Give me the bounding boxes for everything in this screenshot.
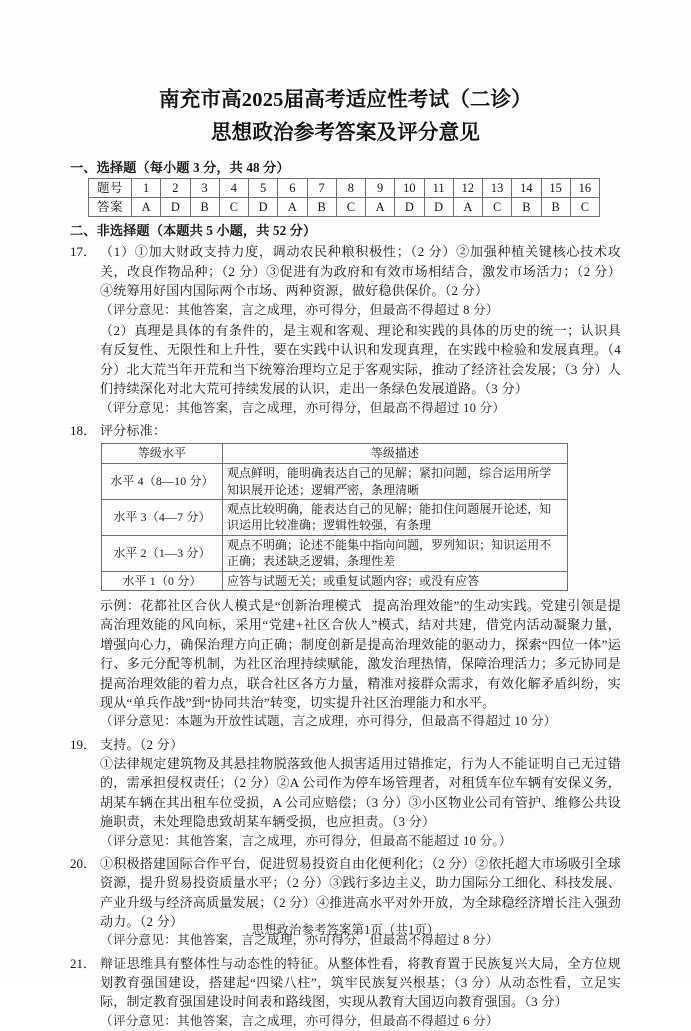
rubric-level-label: 水平 4（8—10 分） xyxy=(102,464,223,500)
answer-19-body: ①法律规定建筑物及其悬挂物脱落致他人损害适用过错推定，行为人不能证明自己无过错的，需承担侵权责任；（2 分）②A 公司作为停车场管理者，对租赁车位车辆有安保义务，胡某车辆在其出租车位受损，A 公司应赔偿；（3 分）③小区物业公司有管护、维修公共设施职责，未处理隐患致胡某车辆受损，也应担责。（3 分） xyxy=(100,756,621,830)
page-content xyxy=(70,0,621,1031)
answer-cell: A xyxy=(453,198,482,217)
question-number-cell: 10 xyxy=(395,179,424,198)
page-footer: 思想政治参考答案第1页（共1页） xyxy=(251,923,440,937)
rubric-level-description: 观点鲜明，能明确表达自己的见解；紧扣问题，综合运用所学知识展开论述；逻辑严密，条理清晰 xyxy=(223,464,568,500)
answer-20-body: ①积极搭建国际合作平台，促进贸易投资自由化便利化；（2 分）②依托超大市场吸引全球资源，提升贸易投资质量水平；（2 分）③践行多边主义，助力国际分工细化、科技发展、产业升级与经济高质量发展；（2 分）④推进高水平对外开放，为全球稳经济增长注入强劲动力。（2 分） xyxy=(100,855,621,930)
answer-body-18 xyxy=(100,421,621,440)
row-label-answer: 答案 xyxy=(89,198,132,217)
answer-cell: A xyxy=(278,198,307,217)
question-number-cell: 1 xyxy=(132,179,161,198)
answer-18-note: （评分意见：本题为开放性试题，言之成理，亦可得分，但最高不得超过 10 分） xyxy=(100,714,557,729)
answer-19-lead: 支持。（2 分） xyxy=(100,736,184,752)
answer-cell: B xyxy=(190,198,219,217)
answer-cell: A xyxy=(366,198,395,217)
table-row-header xyxy=(102,444,568,464)
choice-answer-table-wrap xyxy=(88,178,621,217)
answer-cell: D xyxy=(424,198,453,217)
answer-19-note: （评分意见：其他答案，言之成理，亦可得分，但最高不能超过 10 分。） xyxy=(100,833,512,848)
question-number-cell: 11 xyxy=(424,179,453,198)
answer-cell: D xyxy=(395,198,424,217)
answer-cell: C xyxy=(336,198,365,217)
example-rest: 提高治理效能”的生动实践。党建引领是提高治理效能的风向标，采用“党建+社区合伙人”模式，结对共建，借党内活动凝聚力量，增强向心力，确保治理方向正确；制度创新是提高治理效能的驱动力，探索“四位一体”运行、多元分配等机制，为社区治理持续赋能，激发治理热情，保障治理活力；多元协同是提高治理效能的着力点，联合社区各方力量，精准对接群众需求，有效化解矛盾纠纷，实现从“单兵作战”到“协同共治”转变，切实提升社区治理能力和水平。 xyxy=(100,597,621,710)
answer-17-part2-note: （评分意见：其他答案，言之成理，亦可得分，但最高不得超过 10 分） xyxy=(100,400,506,415)
answer-21-note: （评分意见：其他答案，言之成理，亦可得分，但最高不得超过 6 分） xyxy=(100,1013,499,1028)
title-block xyxy=(70,0,621,148)
answer-cell: C xyxy=(570,198,599,217)
answer-21-body: 辩证思维具有整体性与动态性的特征。从整体性看，将教育置于民族复兴大局，全方位规划教育强国建设，搭建起“四梁八柱”，筑牢民族复兴根基；（3 分）从动态性看，立足实际，制定教育强国建设时间表和路线图，实现从教育大国迈向教育强国。（3 分） xyxy=(100,955,621,1010)
answer-17-part1: （1）①加大财政支持力度，调动农民种粮积极性；（2 分）②加强种植关键核心技术攻关，改良作物品种；（2 分）③促进有为政府和有效市场相结合，激发市场活力；（2 分）④统筹用好国内国际两个市场、两种资源，做好稳供保价。（2 分） xyxy=(100,244,621,299)
question-number-18: 18． xyxy=(70,422,97,438)
rubric-table-wrap xyxy=(101,443,621,591)
answer-item-19 xyxy=(70,735,621,851)
rubric-level-description: 应答与试题无关；或重复试题内容；或没有应答 xyxy=(223,571,568,590)
answer-18-lead: 评分标准： xyxy=(100,422,167,438)
answer-cell: B xyxy=(541,198,570,217)
answer-cell: D xyxy=(161,198,190,217)
answer-item-21 xyxy=(70,954,621,1031)
rubric-col-header-level: 等级水平 xyxy=(102,444,223,464)
rubric-level-description: 观点不明确；论述不能集中指向问题，罗列知识；知识运用不正确；表述缺乏逻辑，条理性差 xyxy=(223,535,568,571)
answer-20-note: （评分意见：其他答案，言之成理，亦可得分，但最高不得超过 8 分） xyxy=(100,933,499,948)
answer-18-example-item xyxy=(70,594,621,732)
rubric-level-label: 水平 1（0 分） xyxy=(102,571,223,590)
question-number-cell: 15 xyxy=(541,179,570,198)
question-number-20: 20． xyxy=(70,855,97,871)
table-row xyxy=(102,464,568,500)
rubric-col-header-description: 等级描述 xyxy=(223,444,568,464)
answer-cell: B xyxy=(512,198,541,217)
example-gap xyxy=(362,598,373,613)
answer-item-18 xyxy=(70,421,621,440)
answer-cell: D xyxy=(249,198,278,217)
question-number-cell: 7 xyxy=(307,179,336,198)
answer-cell: C xyxy=(483,198,512,217)
table-row-numbers xyxy=(89,179,600,198)
answer-cell: A xyxy=(132,198,161,217)
answer-cell: B xyxy=(307,198,336,217)
section-heading-free-response: 二、非选择题（本题共 5 小题，共 52 分） xyxy=(70,223,317,239)
answer-body-19 xyxy=(100,735,621,851)
question-number-cell: 13 xyxy=(483,179,512,198)
answer-body-17 xyxy=(100,242,621,417)
row-label-number: 题号 xyxy=(89,179,132,198)
question-number-19: 19． xyxy=(70,736,97,752)
choice-answer-table xyxy=(88,178,600,217)
rubric-level-label: 水平 3（4—7 分） xyxy=(102,499,223,535)
question-number-cell: 6 xyxy=(278,179,307,198)
question-number-21: 21． xyxy=(70,955,97,971)
answer-18-example-body xyxy=(100,594,621,732)
answer-item-17 xyxy=(70,242,621,417)
question-number-cell: 16 xyxy=(570,179,599,198)
question-number-cell: 12 xyxy=(453,179,482,198)
question-number-cell: 8 xyxy=(336,179,365,198)
question-number-17: 17． xyxy=(70,244,97,260)
answer-17-part2: （2）真理是具体的有条件的，是主观和客观、理论和实践的具体的历史的统一；认识具有反复性、无限性和上升性，要在实践中认识和发现真理，在实践中检验和发展真理。（4 分）北大荒当年开荒和当下统筹治理均立足于客观实际，推动了经济社会发展；（3 分）人们持续深化对北大荒可持续发展的认识，走出一条绿色发展道路。（3 分） xyxy=(100,322,621,397)
answer-cell: C xyxy=(219,198,248,217)
page-title: 南充市高2025届高考适应性考试（二诊） xyxy=(159,89,532,111)
rubric-level-label: 水平 2（1—3 分） xyxy=(102,535,223,571)
table-row xyxy=(102,535,568,571)
question-number-cell: 14 xyxy=(512,179,541,198)
rubric-level-description: 观点比较明确，能表达自己的见解；能扣住问题展开论述，知识运用比较准确；逻辑性较强，有条理 xyxy=(223,499,568,535)
question-number-cell: 2 xyxy=(161,179,190,198)
rubric-table xyxy=(101,443,568,591)
question-number-cell: 5 xyxy=(249,179,278,198)
question-number-cell: 3 xyxy=(190,179,219,198)
table-row-answers xyxy=(89,198,600,217)
table-row xyxy=(102,571,568,590)
question-number-cell: 4 xyxy=(219,179,248,198)
answer-17-part1-note: （评分意见：其他答案，言之成理，亦可得分，但最高不得超过 8 分） xyxy=(100,302,499,317)
question-number-cell: 9 xyxy=(366,179,395,198)
section-heading-choice: 一、选择题（每小题 3 分，共 48 分） xyxy=(70,160,290,176)
answer-body-21 xyxy=(100,954,621,1031)
table-row xyxy=(102,499,568,535)
example-prefix: 示例：花都社区合伙人模式是“创新治理模式 xyxy=(100,597,362,613)
page-subtitle: 思想政治参考答案及评分意见 xyxy=(210,121,481,144)
answer-18-example xyxy=(100,596,621,712)
